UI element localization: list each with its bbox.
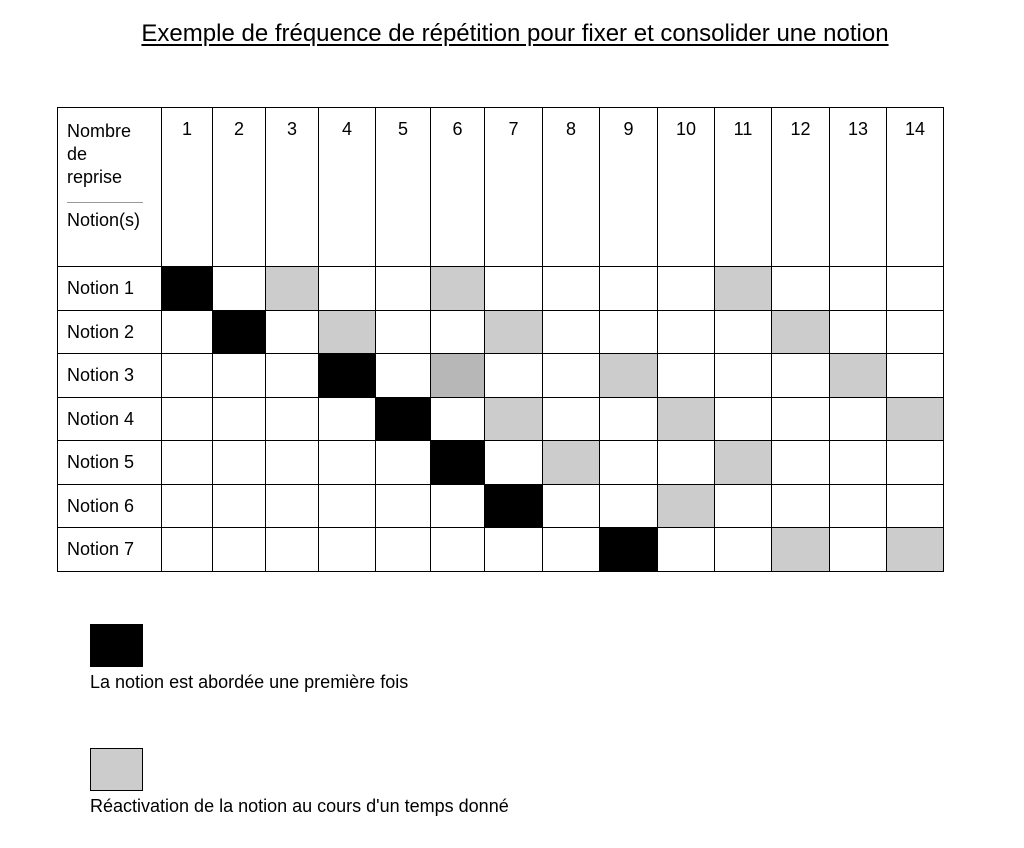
grid-cell-white	[772, 485, 830, 528]
corner-divider	[67, 202, 143, 203]
legend-swatch-reactivation	[90, 748, 143, 791]
legend-label-first-time: La notion est abordée une première fois	[90, 672, 409, 692]
header-row	[58, 108, 944, 267]
grid-cell-white	[431, 311, 485, 354]
grid-cell-white	[658, 354, 715, 398]
grid-cell-gray	[715, 267, 772, 311]
grid-cell-white	[266, 441, 319, 485]
grid-cell-black	[162, 267, 213, 311]
grid-cell-white	[715, 311, 772, 354]
grid-cell-gray	[772, 311, 830, 354]
grid-cell-white	[213, 528, 266, 572]
grid-cell-white	[431, 528, 485, 572]
grid-cell-white	[658, 267, 715, 311]
column-header: 10	[658, 108, 715, 267]
grid-cell-white	[266, 354, 319, 398]
table-row	[58, 311, 944, 354]
grid-cell-white	[485, 354, 543, 398]
grid-cell-white	[162, 398, 213, 441]
grid-cell-white	[600, 267, 658, 311]
grid-cell-white	[543, 354, 600, 398]
column-header: 2	[213, 108, 266, 267]
grid-cell-gray	[485, 311, 543, 354]
grid-cell-white	[376, 441, 431, 485]
grid-cell-black	[431, 441, 485, 485]
grid-cell-gray	[543, 441, 600, 485]
grid-cell-gray	[658, 485, 715, 528]
grid-cell-white	[319, 528, 376, 572]
grid-cell-white	[715, 485, 772, 528]
grid-cell-gray	[830, 354, 887, 398]
column-header: 11	[715, 108, 772, 267]
corner-label-notions: Notion(s)	[67, 210, 141, 230]
table-row	[58, 441, 944, 485]
column-header: 3	[266, 108, 319, 267]
column-header: 14	[887, 108, 944, 267]
row-label: Notion 3	[58, 354, 162, 398]
table-row	[58, 528, 944, 572]
table-row	[58, 485, 944, 528]
grid-cell-black	[600, 528, 658, 572]
grid-cell-white	[543, 311, 600, 354]
grid-cell-white	[319, 267, 376, 311]
grid-cell-white	[830, 311, 887, 354]
grid-cell-white	[887, 267, 944, 311]
row-label: Notion 2	[58, 311, 162, 354]
grid-cell-white	[715, 354, 772, 398]
row-label: Notion 4	[58, 398, 162, 441]
legend-label-reactivation: Réactivation de la notion au cours d'un temps donné	[90, 796, 509, 816]
grid-cell-gray	[266, 267, 319, 311]
row-label: Notion 5	[58, 441, 162, 485]
grid-cell-gray	[431, 267, 485, 311]
grid-cell-white	[162, 485, 213, 528]
grid-cell-black	[376, 398, 431, 441]
grid-cell-white	[543, 267, 600, 311]
grid-cell-white	[830, 485, 887, 528]
column-header: 12	[772, 108, 830, 267]
column-header: 8	[543, 108, 600, 267]
grid-cell-white	[772, 267, 830, 311]
grid-cell-white	[543, 528, 600, 572]
grid-cell-white	[658, 528, 715, 572]
column-header: 1	[162, 108, 213, 267]
grid-cell-black	[319, 354, 376, 398]
grid-cell-white	[162, 528, 213, 572]
grid-cell-white	[830, 528, 887, 572]
column-header: 5	[376, 108, 431, 267]
grid-cell-white	[830, 441, 887, 485]
grid-cell-gray	[887, 528, 944, 572]
grid-cell-white	[658, 441, 715, 485]
corner-header-cell	[58, 108, 162, 267]
grid-cell-white	[431, 398, 485, 441]
grid-cell-white	[600, 398, 658, 441]
grid-cell-gray	[772, 528, 830, 572]
grid-cell-white	[319, 398, 376, 441]
grid-cell-gray	[887, 398, 944, 441]
grid-cell-white	[376, 354, 431, 398]
table-row	[58, 398, 944, 441]
grid-cell-white	[213, 267, 266, 311]
grid-cell-white	[213, 441, 266, 485]
grid-cell-white	[376, 528, 431, 572]
grid-cell-white	[772, 441, 830, 485]
grid-cell-white	[266, 528, 319, 572]
legend-swatch-first-time	[90, 624, 143, 667]
grid-cell-white	[715, 398, 772, 441]
grid-cell-white	[376, 267, 431, 311]
grid-cell-white	[772, 398, 830, 441]
grid-cell-white	[772, 354, 830, 398]
grid-cell-gray	[319, 311, 376, 354]
column-header: 6	[431, 108, 485, 267]
grid-cell-white	[376, 485, 431, 528]
grid-cell-white	[600, 441, 658, 485]
grid-cell-white	[162, 311, 213, 354]
grid-cell-white	[887, 311, 944, 354]
grid-cell-white	[658, 311, 715, 354]
grid-cell-white	[887, 441, 944, 485]
grid-cell-white	[830, 398, 887, 441]
row-label: Notion 6	[58, 485, 162, 528]
table-row	[58, 354, 944, 398]
grid-cell-gray	[600, 354, 658, 398]
column-header: 9	[600, 108, 658, 267]
grid-cell-white	[485, 528, 543, 572]
column-header: 4	[319, 108, 376, 267]
grid-cell-white	[830, 267, 887, 311]
grid-cell-white	[485, 441, 543, 485]
grid-cell-white	[376, 311, 431, 354]
column-header: 7	[485, 108, 543, 267]
document-title: Exemple de fréquence de répétition pour fixer et consolider une notion	[141, 20, 889, 47]
grid-cell-white	[600, 311, 658, 354]
grid-cell-white	[319, 441, 376, 485]
grid-cell-white	[319, 485, 376, 528]
grid-cell-black	[485, 485, 543, 528]
grid-cell-white	[887, 354, 944, 398]
row-label: Notion 1	[58, 267, 162, 311]
grid-cell-gray	[715, 441, 772, 485]
grid-cell-white	[213, 354, 266, 398]
grid-cell-white	[485, 267, 543, 311]
grid-cell-white	[887, 485, 944, 528]
row-label: Notion 7	[58, 528, 162, 572]
column-header: 13	[830, 108, 887, 267]
table-row	[58, 267, 944, 311]
grid-cell-dark	[431, 354, 485, 398]
grid-cell-black	[213, 311, 266, 354]
grid-cell-white	[600, 485, 658, 528]
grid-cell-white	[266, 398, 319, 441]
grid-cell-white	[431, 485, 485, 528]
grid-cell-white	[543, 485, 600, 528]
grid-cell-gray	[658, 398, 715, 441]
repetition-table	[57, 107, 944, 572]
grid-cell-white	[213, 398, 266, 441]
notion-rows	[58, 267, 944, 572]
grid-cell-white	[715, 528, 772, 572]
grid-cell-gray	[485, 398, 543, 441]
grid-cell-white	[162, 354, 213, 398]
corner-label-repetitions: Nombre de reprise	[67, 121, 132, 187]
grid-cell-white	[162, 441, 213, 485]
grid-cell-white	[543, 398, 600, 441]
grid-cell-white	[266, 485, 319, 528]
grid-cell-white	[213, 485, 266, 528]
grid-cell-white	[266, 311, 319, 354]
